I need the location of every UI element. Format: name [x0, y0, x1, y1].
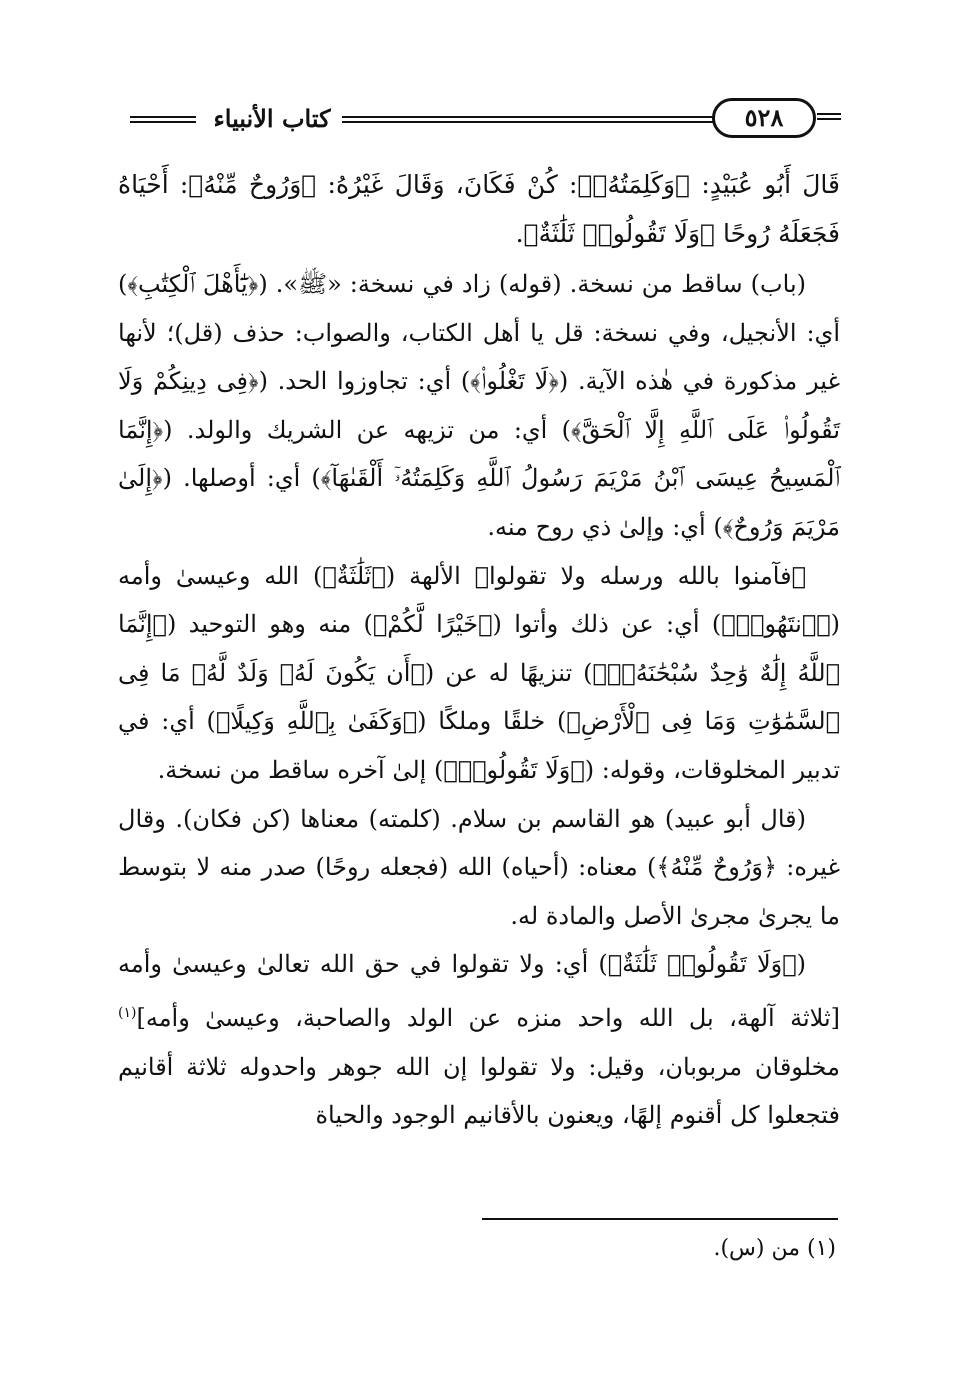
book-title: كتاب الأنبياء: [213, 104, 331, 133]
page-number: ٥٢٨: [712, 98, 816, 138]
page-header: [120, 96, 836, 146]
footnote: (١) من (س).: [713, 1236, 836, 1261]
commentary-paragraph-3: (قال أبو عبيد) هو القاسم بن سلام. (كلمته) معناها (كن فكان). وقال غيره: ﴿وَرُوحٌ مِّنْهُ﴾) معناه: (أحياه) الله (فجعله روحًا) صدر منه لا بتوسط ما يجرىٰ مجرىٰ الأصل والمادة له.: [118, 804, 840, 930]
commentary-paragraph-1: (باب) ساقط من نسخة. (قوله) زاد في نسخة: «ﷺ». (﴿يَٰٓأَهْلَ ٱلْكِتَٰبِ﴾) أي: الأنجيل، وفي نسخة: قل يا أهل الكتاب، والصواب: حذف (قل)؛ لأنها غير مذكورة في هٰذه الآية. (﴿لَا تَغْلُوا۟﴾) أي: تجاوزوا الحد. (﴿فِى دِينِكُمْ وَلَا تَقُولُوا۟ عَلَى ٱللَّهِ إِلَّا ٱلْحَقَّ﴾) أي: من تزيهه عن الشريك والولد. (﴿إِنَّمَا ٱلْمَسِيحُ عِيسَى ٱبْنُ مَرْيَمَ رَسُولُ ٱللَّهِ وَكَلِمَتُهُۥٓ أَلْقَىٰهَآ﴾) أي: أوصلها. (﴿إِلَىٰ مَرْيَمَ وَرُوحٌ﴾) أي: وإلىٰ ذي روح منه.: [118, 270, 840, 541]
footnote-marker: (١): [118, 1004, 137, 1021]
commentary-paragraph-4: [118, 940, 840, 1139]
commentary-paragraph-4-part-2: مخلوقان مربوبان، وقيل: ولا تقولوا إن الله جوهر واحدوله ثلاثة أقانيم فتجعلوا كل أقنوم إلهًا، ويعنون بالأقانيم الوجود والحياة: [118, 1052, 840, 1130]
footnote-divider: [482, 1218, 838, 1220]
hadith-paragraph: قَالَ أَبُو عُبَيْدٍ: ﴿وَكَلِمَتُهُۥ﴾: كُنْ فَكَانَ، وَقَالَ غَيْرُهُ: ﴿وَرُوحٌ مِّنْهُ﴾: أَحْيَاهُ فَجَعَلَهُ رُوحًا ﴿وَلَا تَقُولُوا۟ ثَلَٰثَةٌ﴾.: [118, 170, 840, 248]
header-rule-left: [130, 116, 196, 123]
main-text: [118, 160, 840, 1140]
commentary-paragraph-2: ﴿فآمنوا بالله ورسله ولا تقولوا﴾ الألهة (﴿ثَلَٰثَةٌ﴾) الله وعيسىٰ وأمه (﴿ٱنتَهُوا۟﴾) أي: عن ذلك وأتوا (﴿خَيْرًا لَّكُمْ﴾) منه وهو التوحيد (﴿إِنَّمَا ٱللَّهُ إِلَٰهٌ وَٰحِدٌ سُبْحَٰنَهُۥٓ﴾) تنزيهًا له عن (﴿أَن يَكُونَ لَهُۥ وَلَدٌ لَّهُۥ مَا فِى ٱلسَّمَٰوَٰتِ وَمَا فِى ٱلْأَرْضِ﴾) خلقًا وملكًا (﴿وَكَفَىٰ بِٱللَّهِ وَكِيلًا﴾) أي: في تدبير المخلوقات، وقوله: (﴿وَلَا تَقُولُوا۟﴾) إلىٰ آخره ساقط من نسخة.: [118, 561, 840, 784]
commentary-paragraph-4-part-1: (﴿وَلَا تَقُولُوا۟ ثَلَٰثَةٌ﴾) أي: ولا تقولوا في حق الله تعالىٰ وعيسىٰ وأمه [ثلاثة آلهة، بل الله واحد منزه عن الولد والصاحبة، وعيسىٰ وأمه]: [118, 950, 840, 1032]
